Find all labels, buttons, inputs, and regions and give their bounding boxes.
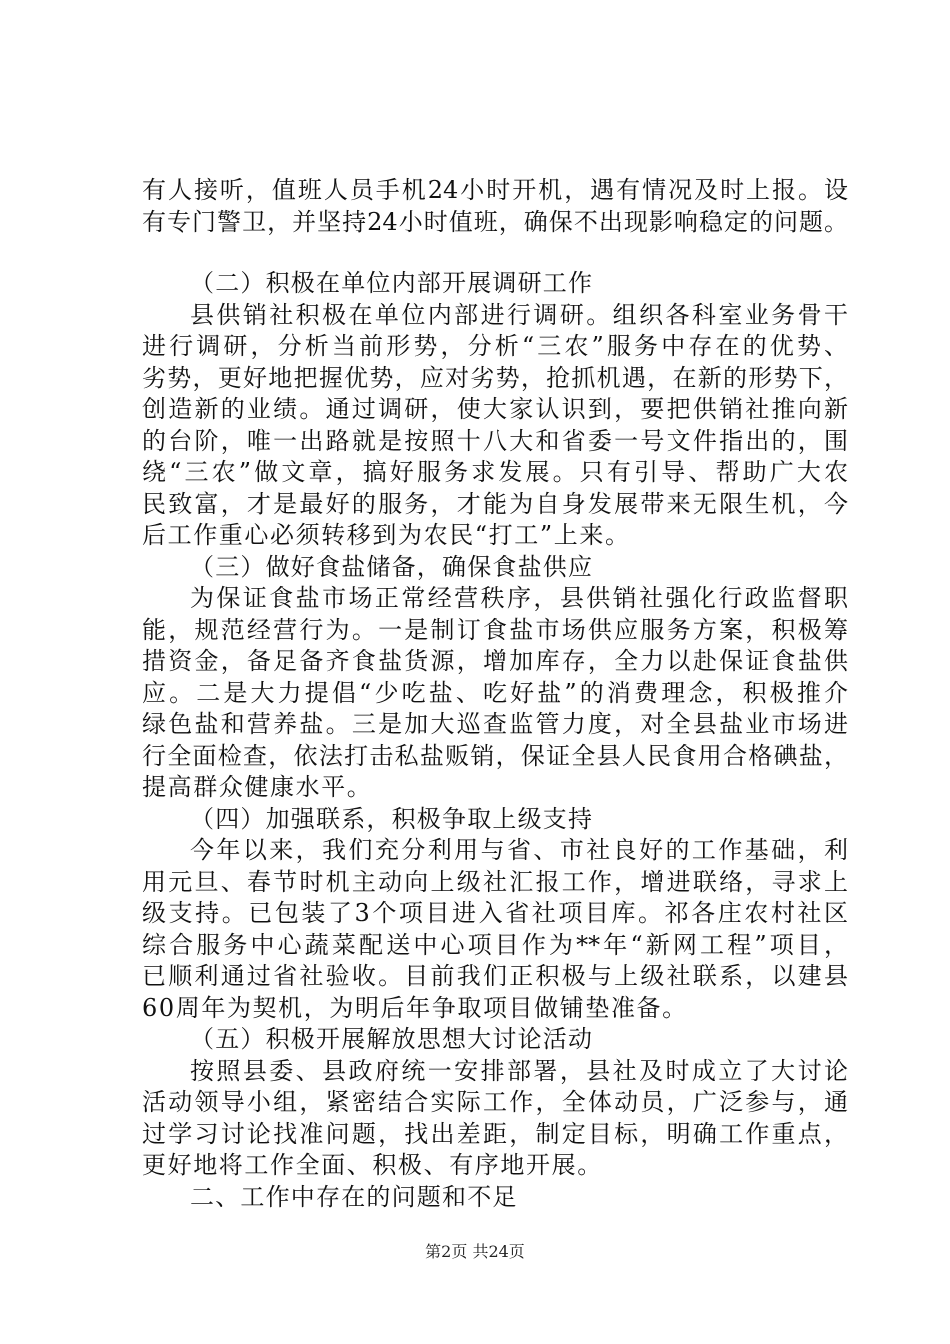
text-line: 按照县委、县政府统一安排部署，县社及时成立了大讨论 [190,1056,848,1085]
text-line: 活动领导小组，紧密结合实际工作，全体动员，广泛参与，通 [142,1088,848,1116]
page-footer: 第2页 共24页 [425,1242,525,1261]
text-line: 级支持。已包装了3个项目进入省社项目库。祁各庄农村社区 [142,899,848,927]
text-line: 民致富，才是最好的服务，才能为自身发展带来无限生机，今 [142,489,848,518]
text-line: 县供销社积极在单位内部进行调研。组织各科室业务骨干 [190,300,848,329]
text-line: 行全面检查，依法打击私盐贩销，保证全县人民食用合格碘盐， [142,741,848,770]
paragraph-gap [142,238,848,268]
text-line: 后工作重心必须转移到为农民“打工”上来。 [142,521,631,549]
section-heading: （二）积极在单位内部开展调研工作 [190,269,594,297]
text-line: 应。二是大力提倡“少吃盐、吃好盐”的消费理念，积极推介 [142,678,848,707]
text-line: 绿色盐和营养盐。三是加大巡查监管力度，对全县盐业市场进 [142,710,848,738]
text-line: 综合服务中心蔬菜配送中心项目作为**年“新网工程”项目， [142,930,848,959]
text-line: 今年以来，我们充分利用与省、市社良好的工作基础，利 [190,836,848,864]
section-heading: 二、工作中存在的问题和不足 [190,1182,518,1211]
text-line: 的台阶，唯一出路就是按照十八大和省委一号文件指出的，围 [142,426,848,455]
text-line: 进行调研，分析当前形势，分析“三农”服务中存在的优势、 [142,332,848,360]
text-line: 有人接听，值班人员手机24小时开机，遇有情况及时上报。设 [142,176,848,204]
document-body [142,175,848,1213]
text-line: 措资金，备足备齐食盐货源，增加库存，全力以赴保证食盐供 [142,647,848,675]
text-line: 绕“三农”做文章，搞好服务求发展。只有引导、帮助广大农 [142,458,848,486]
section-heading: （五）积极开展解放思想大讨论活动 [190,1025,594,1053]
text-line: 更好地将工作全面、积极、有序地开展。 [142,1151,603,1179]
section-heading: （四）加强联系，积极争取上级支持 [190,804,594,833]
text-line: 60周年为契机，为明后年争取项目做铺垫准备。 [142,993,688,1022]
text-line: 创造新的业绩。通过调研，使大家认识到，要把供销社推向新 [142,395,848,423]
text-line: 过学习讨论找准问题，找出差距，制定目标，明确工作重点， [142,1119,848,1148]
text-line: 已顺利通过省社验收。目前我们正积极与上级社联系，以建县 [142,962,848,990]
text-line: 能，规范经营行为。一是制订食盐市场供应服务方案，积极筹 [142,615,848,644]
text-line: 劣势，更好地把握优势，应对劣势，抢抓机遇，在新的形势下， [142,363,848,392]
text-line: 用元旦、春节时机主动向上级社汇报工作，增进联络，寻求上 [142,867,848,896]
section-heading: （三）做好食盐储备，确保食盐供应 [190,552,594,581]
text-line: 提高群众健康水平。 [142,773,373,801]
text-line: 为保证食盐市场正常经营秩序，县供销社强化行政监督职 [190,584,848,612]
text-line: 有专门警卫，并坚持24小时值班，确保不出现影响稳定的问题。 [142,207,848,236]
